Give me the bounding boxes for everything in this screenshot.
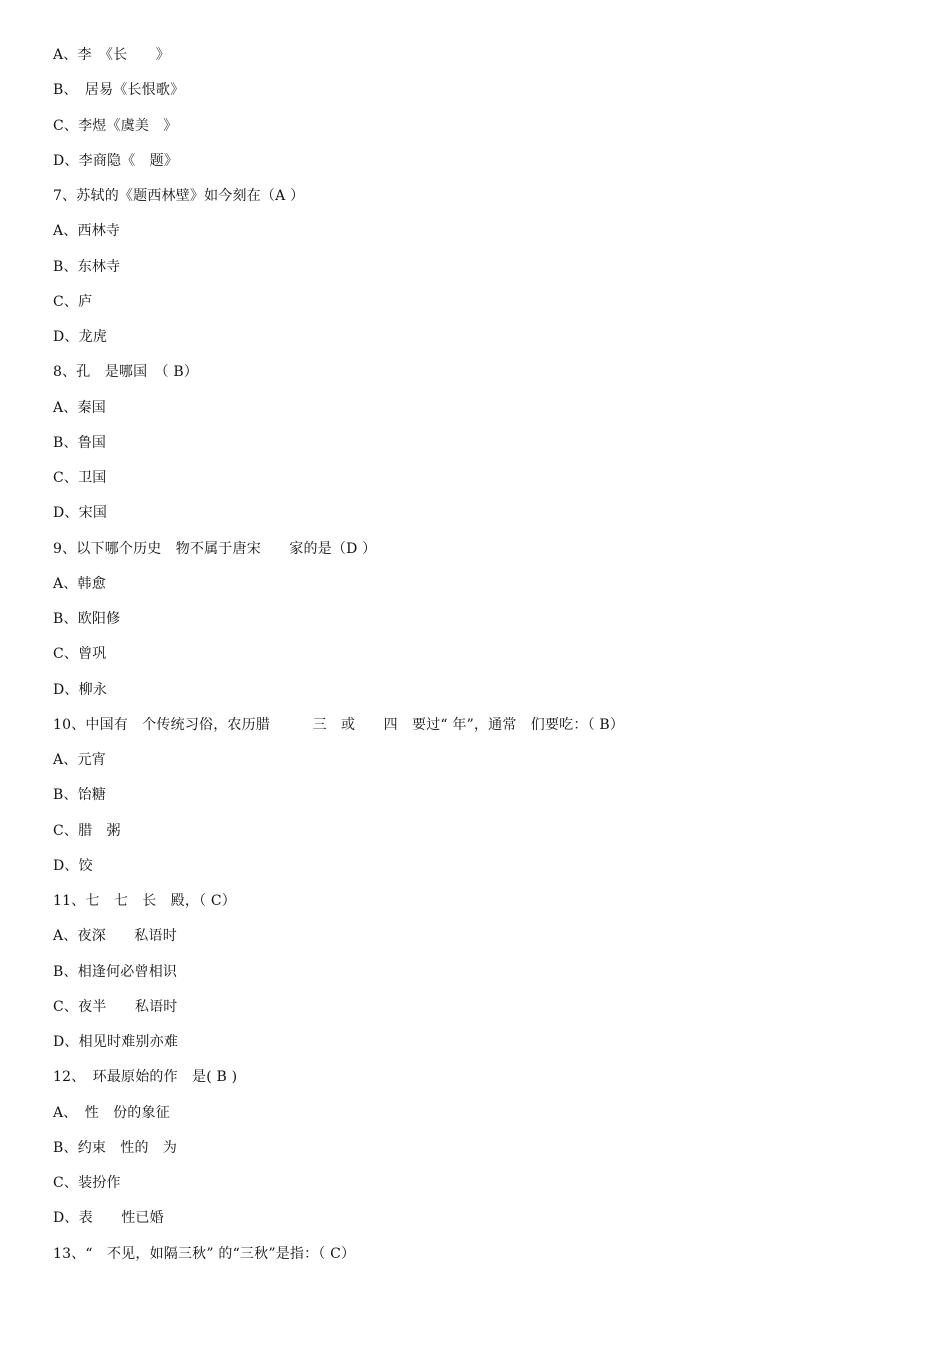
option-b: B、欧阳修 — [53, 611, 121, 627]
option-b: B、东林寺 — [53, 258, 121, 275]
option-a: A、 性 份的象征 — [53, 1104, 170, 1121]
option-d: D、饺 — [53, 857, 93, 874]
option-d: D、柳永 — [53, 681, 108, 698]
option-b: B、饴糖 — [53, 787, 107, 804]
option-c: C、夜半 私语时 — [53, 998, 178, 1015]
question-8: 8、孔 是哪国 （ B） — [53, 364, 199, 381]
option-a: A、元宵 — [53, 752, 106, 768]
question-10: 10、中国有 个传统习俗，农历腊 三 或 四 要过“ 年”，通常 们要吃：（ B） — [53, 716, 625, 733]
option-c: C、腊 粥 — [53, 822, 121, 839]
option-b: B、相逢何必曾相识 — [53, 963, 178, 980]
question-11: 11、七 七 长 殿，（ C） — [53, 893, 236, 909]
option-c: C、曾巩 — [53, 646, 107, 663]
option-d: D、龙虎 — [53, 329, 108, 345]
option-b: B、鲁国 — [53, 434, 107, 451]
option-c: C、庐 — [53, 293, 93, 310]
option-a: A、秦国 — [53, 399, 106, 416]
question-list — [53, 44, 913, 1278]
question-12: 12、 环最原始的作 是( B ) — [53, 1069, 238, 1086]
text-line: B、 居易《长恨歌》 — [53, 82, 185, 99]
option-c: C、装扮作 — [53, 1175, 121, 1191]
text-line: A、李 《长 》 — [53, 47, 170, 63]
text-line: D、李商隐《 题》 — [53, 152, 179, 169]
question-13: 13、“ 不见，如隔三秋” 的“三秋”是指：（ C） — [53, 1245, 356, 1262]
option-d: D、表 性已婚 — [53, 1210, 164, 1227]
option-a: A、韩愈 — [53, 575, 106, 592]
option-d: D、宋国 — [53, 505, 108, 522]
question-7: 7、苏轼的《题西林壁》如今刻在（A ） — [53, 188, 305, 204]
option-c: C、卫国 — [53, 470, 107, 486]
option-a: A、夜深 私语时 — [53, 928, 177, 945]
option-a: A、西林寺 — [53, 223, 121, 240]
option-b: B、约束 性的 为 — [53, 1139, 178, 1156]
option-d: D、相见时难别亦难 — [53, 1034, 179, 1050]
text-line: C、李煜《虞美 》 — [53, 117, 178, 134]
question-9: 9、以下哪个历史 物不属于唐宋 家的是（D ） — [53, 540, 377, 557]
